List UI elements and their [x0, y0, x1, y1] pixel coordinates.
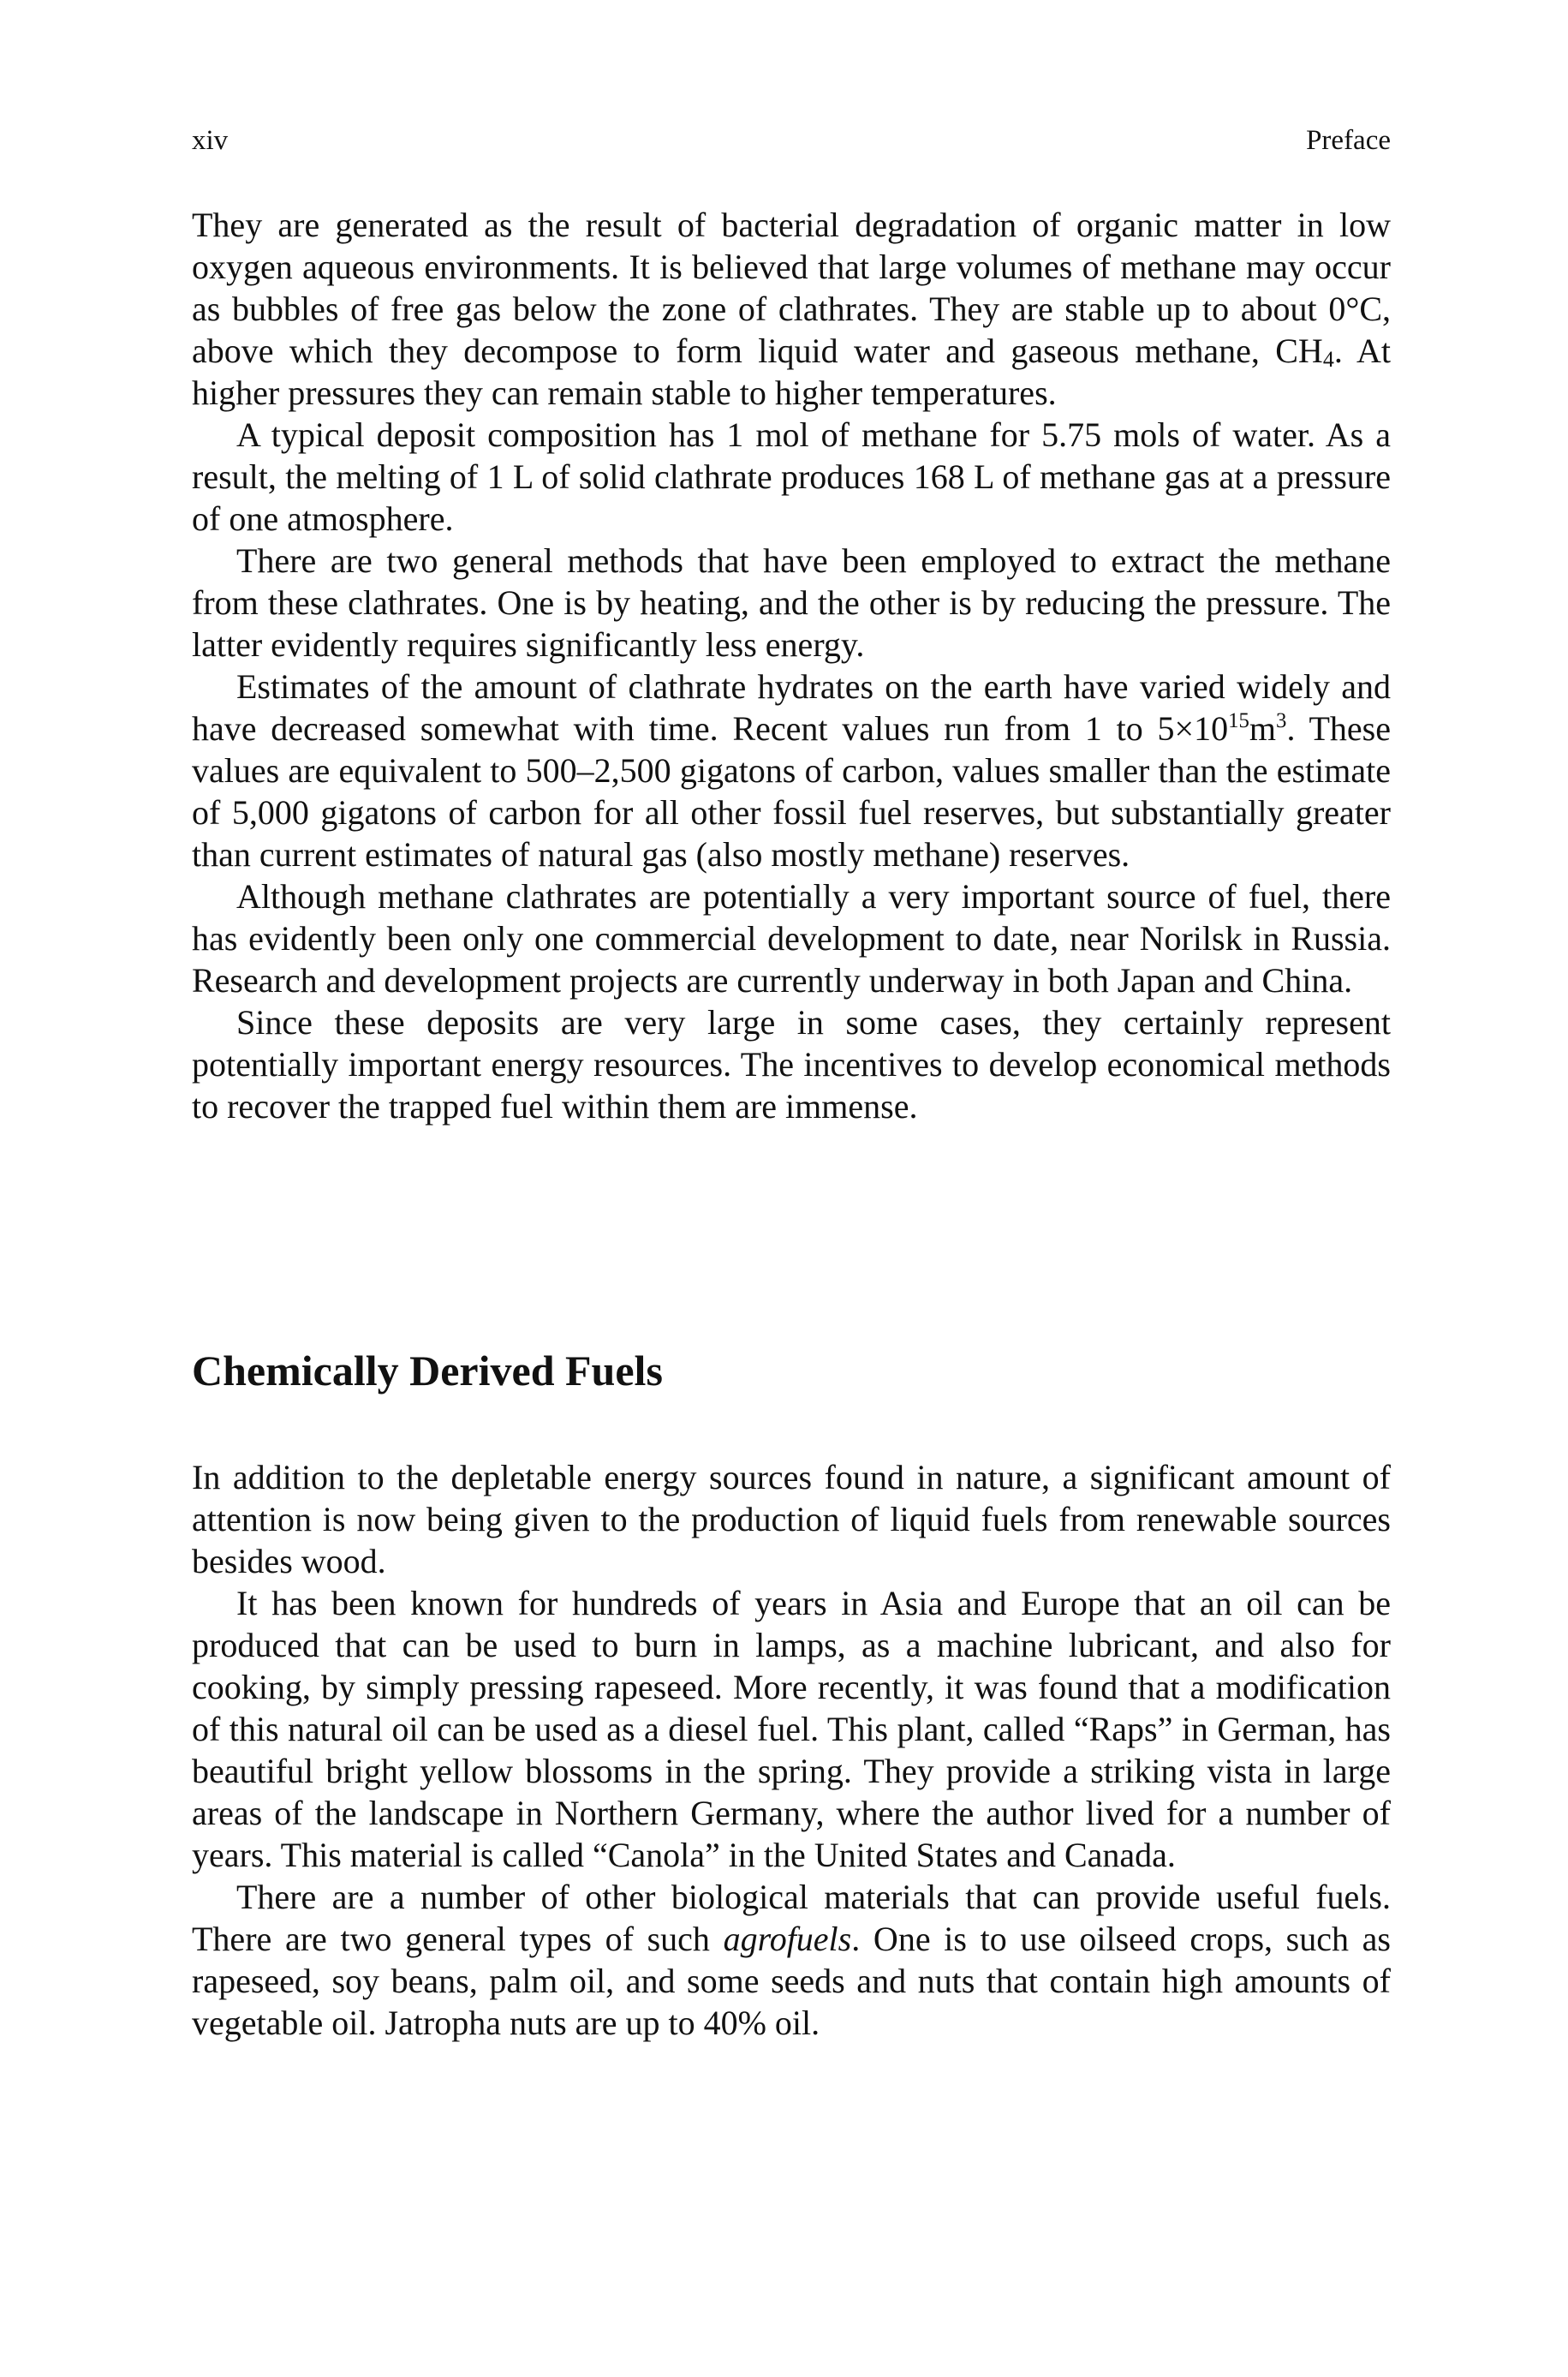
paragraph: It has been known for hundreds of years in Asia and Europe that an oil can be produced that can be used to burn in lamps, as a machine lubricant, and also for cooking, by simply pressing rapeseed. More recently, it was found that a modification of this natural oil can be used as a diesel fuel. This plant, called “Raps” in German, has beautiful bright yellow blossoms in the spring. They provide a striking vista in large areas of the landscape in Northern Germany, where the author lived for a number of years. This material is called “Canola” in the United States and Canada. [192, 1584, 1391, 1874]
paragraph-text: There are a number of other biological materials that can provide useful fuels. There are two general types of such [192, 1878, 1391, 1958]
paragraph: Although methane clathrates are potentially a very important source of fuel, there has evidently been only one commercial development to date, near Norilsk in Russia. Research and development projects are currently underway in both Japan and China. [192, 877, 1391, 1000]
paragraph [192, 666, 1391, 875]
unit: m [1249, 709, 1277, 748]
paragraph-text: Estimates of the amount of clathrate hydrates on the earth have varied widely and have decreased somewhat with time. Recent values run from 1 to 5×10 [192, 667, 1391, 748]
running-section-title: Preface [1306, 125, 1391, 156]
paragraph: There are two general methods that have been employed to extract the methane from these clathrates. One is by heating, and the other is by reducing the pressure. The latter evidently requires significantly less energy. [192, 541, 1391, 664]
superscript: 15 [1228, 709, 1249, 733]
subscript: 4 [1322, 347, 1334, 373]
superscript: 3 [1276, 709, 1287, 733]
section-heading: Chemically Derived Fuels [192, 1347, 663, 1395]
emphasized-term: agrofuels [723, 1920, 852, 1958]
paragraph [192, 1876, 1391, 2044]
running-head [192, 123, 1391, 158]
paragraph [192, 204, 1391, 414]
paragraph-text: . At higher pressures they can remain stable to higher temperatures. [192, 331, 1391, 412]
clathrates-text-block [192, 204, 1391, 1127]
chemically-derived-fuels-text-block [192, 1456, 1391, 2044]
paragraph: Since these deposits are very large in some cases, they certainly represent potentially important energy resources. The incentives to develop economical methods to recover the trapped fuel within them are immense. [192, 1003, 1391, 1126]
paragraph-text: . One is to use oilseed crops, such as rapeseed, soy beans, palm oil, and some seeds and nuts that contain high amounts of vegetable oil. Jatropha nuts are up to 40% oil. [192, 1920, 1392, 2042]
paragraph: In addition to the depletable energy sources found in nature, a significant amount of attention is now being given to the production of liquid fuels from renewable sources besides wood. [192, 1458, 1391, 1580]
paragraph-text: They are generated as the result of bacterial degradation of organic matter in low oxygen aqueous environments. It is believed that large volumes of methane may occur as bubbles of free gas below the zone of clathrates. They are stable up to about 0°C, above which they decompose to form liquid water and gaseous methane, CH [192, 206, 1391, 370]
paragraph: A typical deposit composition has 1 mol of methane for 5.75 mols of water. As a result, the melting of 1 L of solid clathrate produces 168 L of methane gas at a pressure of one atmosphere. [192, 415, 1391, 538]
paragraph-text: . These values are equivalent to 500–2,500 gigatons of carbon, values smaller than the estimate of 5,000 gigatons of carbon for all other fossil fuel reserves, but substantially greater than current estimates of natural gas (also mostly methane) reserves. [192, 709, 1391, 874]
page-number: xiv [192, 125, 229, 156]
